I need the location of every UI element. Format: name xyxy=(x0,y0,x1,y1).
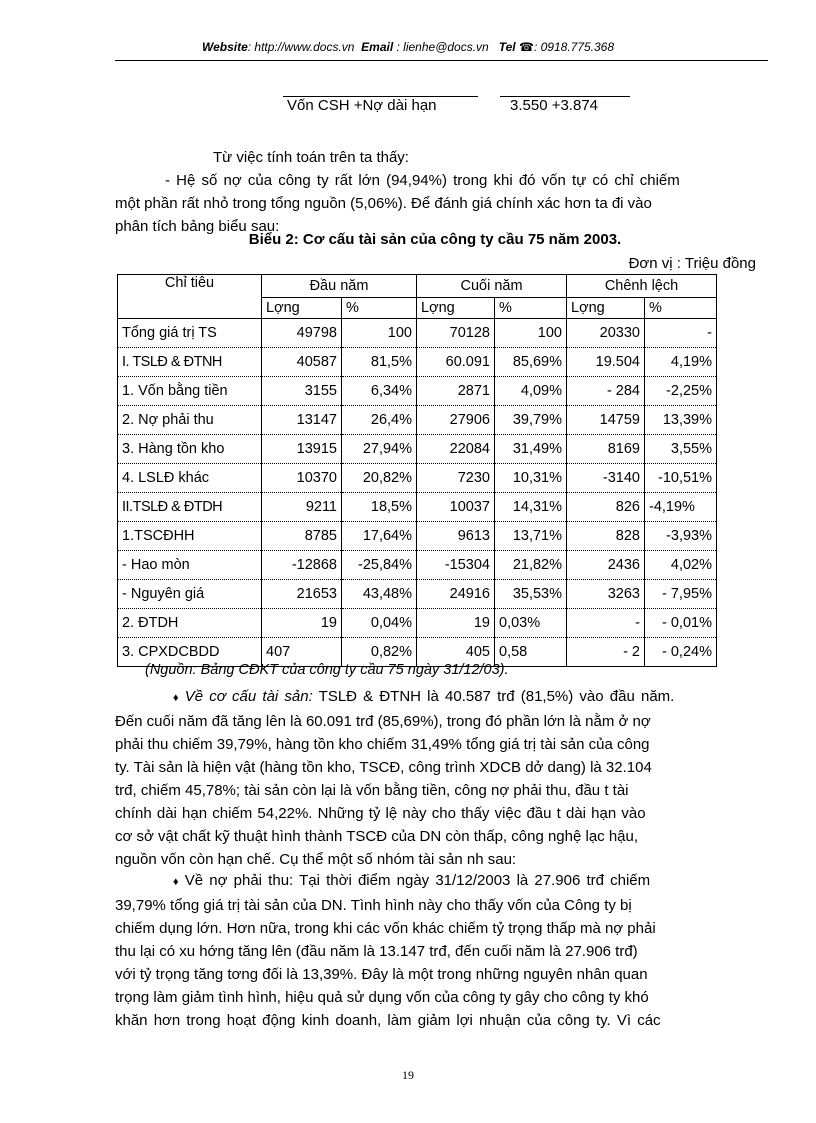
table-row xyxy=(118,580,717,609)
start-percent: 18,5% xyxy=(342,493,417,522)
table-row xyxy=(118,609,717,638)
end-amount: 10037 xyxy=(417,493,495,522)
diff-percent: -2,25% xyxy=(645,377,717,406)
end-percent: 39,79% xyxy=(495,406,567,435)
paragraph-text: TSLĐ & ĐTNH là 40.587 trđ (81,5%) vào đầu năm. xyxy=(318,688,675,705)
table-source-note: (Nguồn: Bảng CĐKT của công ty cầu 75 ngày 31/12/03). xyxy=(145,662,509,678)
phone-icon: ☎ xyxy=(519,40,534,54)
table-unit: Đơn vị : Triệu đồng xyxy=(628,255,756,272)
table-row xyxy=(118,319,717,348)
end-amount: 70128 xyxy=(417,319,495,348)
end-percent: 0,03% xyxy=(495,609,567,638)
end-percent: 0,58 xyxy=(495,638,567,667)
diff-percent: -4,19% xyxy=(645,493,717,522)
table-caption: Biểu 2: Cơ cấu tài sản của công ty cầu 75 năm 2003. xyxy=(248,231,622,248)
start-percent: 26,4% xyxy=(342,406,417,435)
start-percent: 6,34% xyxy=(342,377,417,406)
header-indicator: Chỉ tiêu xyxy=(118,275,262,319)
diff-amount: 14759 xyxy=(567,406,645,435)
end-percent: 85,69% xyxy=(495,348,567,377)
row-label: 3. CPXDCBDD xyxy=(118,638,262,667)
subheader-percent: % xyxy=(342,298,417,319)
end-percent: 13,71% xyxy=(495,522,567,551)
row-label: 2. Nợ phải thu xyxy=(118,406,262,435)
paragraph-line: ty. Tài sản là hiện vật (hàng tồn kho, TSCĐ, công trình XDCB dở dang) là 32.104 xyxy=(115,759,652,776)
paragraph-line: trọng làm giảm tình hình, hiệu quả sử dụng vốn của công ty gây cho công ty khó xyxy=(115,989,649,1006)
row-label: I. TSLĐ & ĐTNH xyxy=(118,348,262,377)
diff-amount: - 2 xyxy=(567,638,645,667)
start-amount: 49798 xyxy=(262,319,342,348)
end-amount: 7230 xyxy=(417,464,495,493)
diamond-bullet-icon: ♦ xyxy=(173,876,179,888)
receivables-paragraph xyxy=(115,869,755,1032)
tel-value: : 0918.775.368 xyxy=(533,40,615,54)
start-amount: 40587 xyxy=(262,348,342,377)
start-percent: 81,5% xyxy=(342,348,417,377)
page-header xyxy=(0,40,816,54)
subheader-percent: % xyxy=(495,298,567,319)
end-amount: 24916 xyxy=(417,580,495,609)
tel-label: Tel xyxy=(498,40,516,54)
table-header-row xyxy=(118,275,717,298)
start-amount: 21653 xyxy=(262,580,342,609)
paragraph-line: nguồn vốn còn hạn chế. Cụ thể một số nhóm tài sản nh sau: xyxy=(115,851,517,868)
end-percent: 100 xyxy=(495,319,567,348)
end-percent: 31,49% xyxy=(495,435,567,464)
email-label: Email xyxy=(361,40,394,54)
website-label: Website xyxy=(201,40,248,54)
row-label: 3. Hàng tồn kho xyxy=(118,435,262,464)
diff-percent: 13,39% xyxy=(645,406,717,435)
paragraph-line: chiếm dụng lớn. Hơn nữa, trong khi các vốn khác chiếm tỷ trọng thấp mà nợ phải xyxy=(115,920,656,937)
start-percent: 43,48% xyxy=(342,580,417,609)
table-row xyxy=(118,348,717,377)
end-amount: 2871 xyxy=(417,377,495,406)
start-amount: 13915 xyxy=(262,435,342,464)
start-percent: 0,82% xyxy=(342,638,417,667)
row-label: 2. ĐTDH xyxy=(118,609,262,638)
table-row xyxy=(118,435,717,464)
diff-amount: 3263 xyxy=(567,580,645,609)
table-row xyxy=(118,377,717,406)
paragraph-line: thu lại có xu hớng tăng lên (đầu năm là 13.147 trđ, đến cuối năm là 27.906 trđ) xyxy=(115,943,638,960)
intro-line: Từ việc tính toán trên ta thấy: xyxy=(213,149,409,166)
diff-percent: 4,19% xyxy=(645,348,717,377)
start-percent: 100 xyxy=(342,319,417,348)
diamond-bullet-icon: ♦ xyxy=(173,692,179,704)
end-amount: 19 xyxy=(417,609,495,638)
diff-amount: 19.504 xyxy=(567,348,645,377)
email-value[interactable]: : lienhe@docs.vn xyxy=(396,40,489,54)
paragraph-line xyxy=(115,869,755,894)
paragraph-line: trđ, chiếm 45,78%; tài sản còn lại là vốn bằng tiền, công nợ phải thu, đầu t tài xyxy=(115,782,629,799)
paragraph-lead: Về cơ cấu tài sản: xyxy=(184,688,313,705)
end-percent: 35,53% xyxy=(495,580,567,609)
diff-percent: -10,51% xyxy=(645,464,717,493)
start-percent: 20,82% xyxy=(342,464,417,493)
diff-percent: - 0,01% xyxy=(645,609,717,638)
start-percent: 17,64% xyxy=(342,522,417,551)
intro-line: phân tích bảng biểu sau: xyxy=(115,218,280,235)
diff-percent: - 0,24% xyxy=(645,638,717,667)
start-amount: 13147 xyxy=(262,406,342,435)
subheader-amount: Lợng xyxy=(262,298,342,319)
header-divider xyxy=(115,60,768,61)
end-amount: 27906 xyxy=(417,406,495,435)
diff-amount: 826 xyxy=(567,493,645,522)
start-amount: 3155 xyxy=(262,377,342,406)
end-percent: 14,31% xyxy=(495,493,567,522)
paragraph-line: 39,79% tổng giá trị tài sản của DN. Tình hình này cho thấy vốn của Công ty bị xyxy=(115,897,632,914)
paragraph-line xyxy=(115,685,755,710)
page-number: 19 xyxy=(402,1068,414,1082)
paragraph-line: với tỷ trọng tăng tơng đối là 13,39%. Đây là một trong những nguyên nhân quan xyxy=(115,966,648,983)
subheader-amount: Lợng xyxy=(567,298,645,319)
end-percent: 10,31% xyxy=(495,464,567,493)
table-row xyxy=(118,464,717,493)
paragraph-line: chính dài hạn chiếm 54,22%. Những tỷ lệ này cho thấy việc đầu t dài hạn vào xyxy=(115,805,646,822)
diff-percent: - xyxy=(645,319,717,348)
table-row xyxy=(118,551,717,580)
row-label: 1. Vốn bằng tiền xyxy=(118,377,262,406)
intro-paragraph xyxy=(115,146,755,238)
start-percent: 0,04% xyxy=(342,609,417,638)
diff-amount: 20330 xyxy=(567,319,645,348)
end-amount: 60.091 xyxy=(417,348,495,377)
start-amount: 19 xyxy=(262,609,342,638)
formula-denominator-left: Vốn CSH +Nợ dài hạn xyxy=(287,97,437,114)
asset-structure-table xyxy=(117,274,717,667)
paragraph-line: Đến cuối năm đã tăng lên là 60.091 trđ (85,69%), trong đó phần lớn là nằm ở nợ xyxy=(115,713,651,730)
start-amount: 10370 xyxy=(262,464,342,493)
start-amount: 8785 xyxy=(262,522,342,551)
end-amount: 22084 xyxy=(417,435,495,464)
diff-amount: 828 xyxy=(567,522,645,551)
header-end-year: Cuối năm xyxy=(417,275,567,298)
header-start-year: Đầu năm xyxy=(262,275,417,298)
paragraph-line: cơ sở vật chất kỹ thuật hình thành TSCĐ của DN còn thấp, công nghệ lạc hậu, xyxy=(115,828,639,845)
end-amount: 9613 xyxy=(417,522,495,551)
diff-percent: - 7,95% xyxy=(645,580,717,609)
table-row xyxy=(118,406,717,435)
intro-line: - Hệ số nợ của công ty rất lớn (94,94%) trong khi đó vốn tự có chỉ chiếm xyxy=(165,172,680,189)
end-amount: -15304 xyxy=(417,551,495,580)
subheader-amount: Lợng xyxy=(417,298,495,319)
diff-percent: 4,02% xyxy=(645,551,717,580)
row-label: - Hao mòn xyxy=(118,551,262,580)
start-amount: 407 xyxy=(262,638,342,667)
paragraph-text: Về nợ phải thu: Tại thời điểm ngày 31/12/2003 là 27.906 trđ chiếm xyxy=(184,872,651,889)
start-amount: -12868 xyxy=(262,551,342,580)
row-label: - Nguyên giá xyxy=(118,580,262,609)
row-label: II.TSLĐ & ĐTDH xyxy=(118,493,262,522)
asset-structure-paragraph xyxy=(115,685,755,871)
header-difference: Chênh lệch xyxy=(567,275,717,298)
table-row xyxy=(118,493,717,522)
end-percent: 4,09% xyxy=(495,377,567,406)
diff-amount: 2436 xyxy=(567,551,645,580)
start-amount: 9211 xyxy=(262,493,342,522)
start-percent: -25,84% xyxy=(342,551,417,580)
diff-amount: - xyxy=(567,609,645,638)
diff-amount: - 284 xyxy=(567,377,645,406)
diff-percent: -3,93% xyxy=(645,522,717,551)
formula-denominator-right: 3.550 +3.874 xyxy=(510,97,599,114)
row-label: 4. LSLĐ khác xyxy=(118,464,262,493)
row-label: 1.TSCĐHH xyxy=(118,522,262,551)
row-label: Tổng giá trị TS xyxy=(118,319,262,348)
diff-amount: 8169 xyxy=(567,435,645,464)
start-percent: 27,94% xyxy=(342,435,417,464)
diff-amount: -3140 xyxy=(567,464,645,493)
end-amount: 405 xyxy=(417,638,495,667)
paragraph-line: khăn hơn trong hoạt động kinh doanh, làm giảm lợi nhuận của công ty. Vì các xyxy=(115,1012,661,1029)
website-value[interactable]: : http://www.docs.vn xyxy=(247,40,355,54)
intro-line: một phần rất nhỏ trong tổng nguồn (5,06%). Để đánh giá chính xác hơn ta đi vào xyxy=(115,195,652,212)
end-percent: 21,82% xyxy=(495,551,567,580)
diff-percent: 3,55% xyxy=(645,435,717,464)
paragraph-line: phải thu chiếm 39,79%, hàng tồn kho chiếm 31,49% tổng giá trị tài sản của công xyxy=(115,736,650,753)
table-row xyxy=(118,522,717,551)
subheader-percent: % xyxy=(645,298,717,319)
